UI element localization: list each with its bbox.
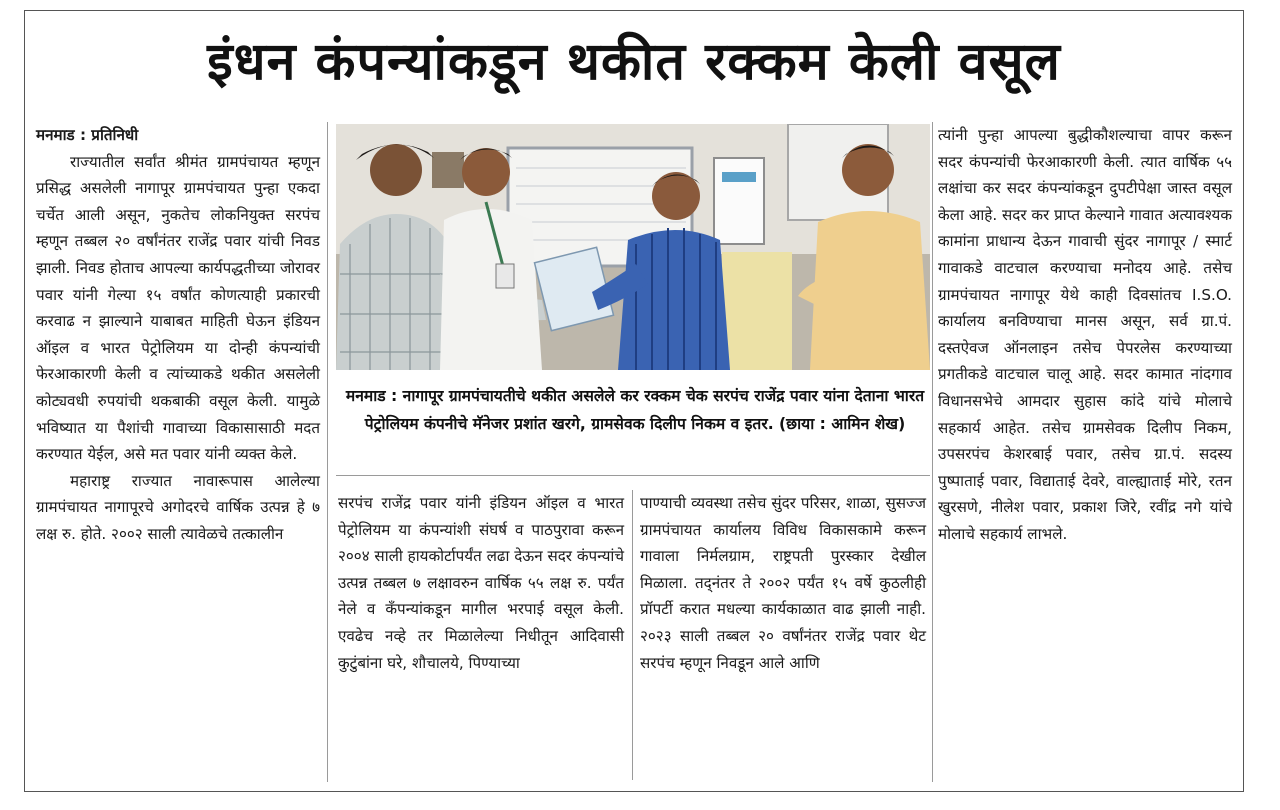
column-divider bbox=[327, 122, 328, 782]
paragraph: महाराष्ट्र राज्यात नावारूपास आलेल्या ग्रामपंचायत नागापूरचे अगोदरचे वार्षिक उत्पन्न हे ७ लक्ष रु. होते. २००२ साली त्यावेळचे तत्कालीन bbox=[36, 471, 320, 543]
photo-caption: मनमाड : नागापूर ग्रामपंचायतीचे थकीत असलेले कर रक्कम चेक सरपंच राजेंद्र पवार यांना देताना भारत पेट्रोलियम कंपनीचे मॅनेजर प्रशांत खरगे, ग्रामसेवक दिलीप निकम व इतर. (छाया : आमिन शेख) bbox=[345, 387, 925, 433]
dateline: मनमाड : प्रतिनिधी bbox=[36, 126, 139, 144]
column-divider bbox=[932, 122, 933, 782]
article-column-4 bbox=[938, 122, 1232, 548]
column-divider bbox=[632, 490, 633, 780]
article-column-1 bbox=[36, 122, 320, 548]
paragraph: राज्यातील सर्वांत श्रीमंत ग्रामपंचायत म्हणून प्रसिद्ध असलेली नागापूर ग्रामपंचायत पुन्हा एकदा चर्चेत आली असून, नुकतेच लोकनियुक्त सरपंच म्हणून तब्बल २० वर्षांनंतर राजेंद्र पवार यांची निवड झाली. निवड होताच आपल्या कार्यपद्धतीच्या जोरावर पवार यांनी गेल्या १५ वर्षांत कोणत्याही प्रकारची करवाढ न झाल्याने याबाबत माहिती घेऊन इंडियन ऑइल व भारत पेट्रोलियम या दोन्ही कंपन्यांची फेरआकारणी केली व त्यांच्याकडे थकीत असलेली कोट्यवधी रुपयांची थकबाकी वसूल केली. यामुळे भविष्यात या पैशांची गावाच्या विकासासाठी मदत करण्यात येईल, असे मत पवार यांनी व्यक्त केले. bbox=[36, 152, 320, 464]
paragraph: पाण्याची व्यवस्था तसेच सुंदर परिसर, शाळा, सुसज्ज ग्रामपंचायत कार्यालय विविध विकासकामे करून गावाला निर्मलग्राम, राष्ट्रपती पुरस्कार देखील मिळाला. तद्नंतर ते २००२ पर्यंत १५ वर्षे कुठलीही प्रॉपर्टी करात मधल्या कार्यकाळात वाढ झाली नाही. २०२३ साली तब्बल २० वर्षांनंतर राजेंद्र पवार थेट सरपंच म्हणून निवडून आले आणि bbox=[640, 494, 926, 672]
article-column-2 bbox=[338, 490, 624, 676]
paragraph: त्यांनी पुन्हा आपल्या बुद्धीकौशल्याचा वापर करून सदर कंपन्यांची फेरआकारणी केली. त्यात वार्षिक ५५ लक्षांचा कर सदर कंपन्यांकडून दुपटीपेक्षा जास्त वसूल केला आहे. सदर कर प्राप्त केल्याने गावात अत्यावश्यक कामांना प्राधान्य देऊन गावाची सुंदर नागापूर / स्मार्ट गावाकडे वाटचाल करण्याचा मनोदय आहे. तसेच ग्रामपंचायत नागापूर येथे काही दिवसांतच I.S.O. कार्यालय बनविण्याचा मानस असून, सर्व ग्रा.पं. दस्तऐवज ऑनलाइन तसेच पेपरलेस करण्याच्या प्रगतीकडे वाटचाल चालू आहे. सदर कामात नांदगाव विधानसभेचे आमदार सुहास कांदे यांचे मोलाचे सहकार्य आहेत. तसेच ग्रामसेवक दिलीप निकम, उपसरपंच केशरबाई पवार, तसेच ग्रा.पं. सदस्य पुष्पाताई पवार, विद्याताई देवरे, वाल्ह्याताई मोरे, रतन खुरसणे, नीलेश पवार, प्रकाश जिरे, रवींद्र नगे यांचे मोलाचे सहकार्य लाभले. bbox=[938, 126, 1232, 543]
news-photo bbox=[336, 124, 930, 370]
photo-illustration bbox=[336, 124, 930, 370]
paragraph: सरपंच राजेंद्र पवार यांनी इंडियन ऑइल व भारत पेट्रोलियम या कंपन्यांशी संघर्ष व पाठपुरावा करून २००४ साली हायकोर्टापर्यंत लढा देऊन सदर कंपन्यांचे उत्पन्न तब्बल ७ लक्षावरुन वार्षिक ५५ लक्ष रु. पर्यंत नेले व कँपन्यांकडून मागील भरपाई वसूल केली. एवढेच नव्हे तर मिळालेल्या निधीतून आदिवासी कुटुंबांना घरे, शौचालये, पिण्याच्या bbox=[338, 494, 624, 672]
headline: इंधन कंपन्यांकडून थकीत रक्कम केली वसूल bbox=[207, 32, 1061, 92]
article-column-3 bbox=[640, 490, 926, 676]
caption-divider bbox=[336, 475, 930, 476]
